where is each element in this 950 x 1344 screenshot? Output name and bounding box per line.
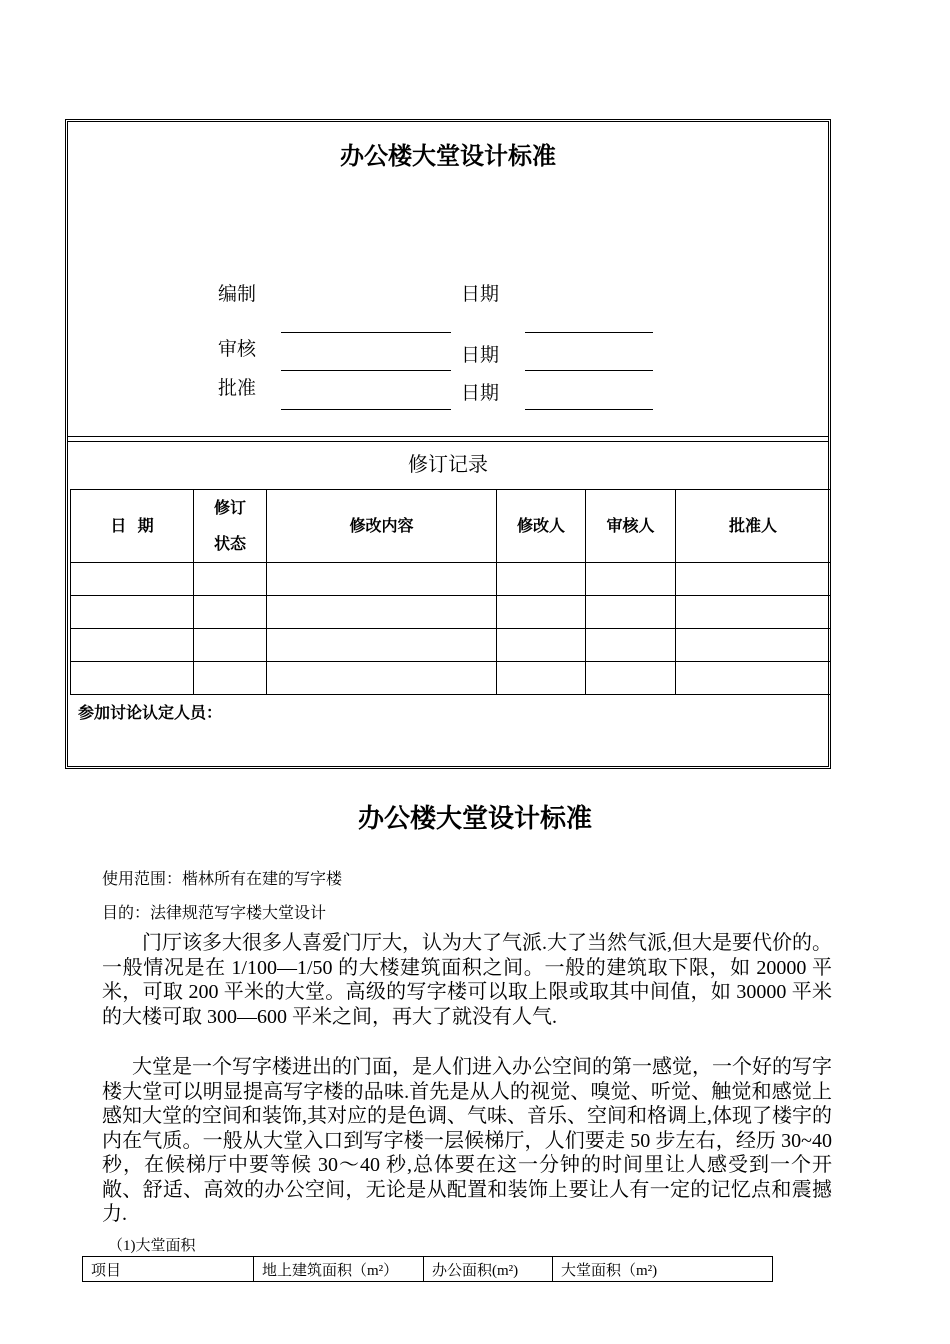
scope-text: 使用范围：楷林所有在建的写字楼 [102,869,343,888]
table-cell[interactable] [194,596,267,629]
header-lobby-area: 大堂面积（m²) [553,1257,773,1282]
table-cell[interactable] [497,596,586,629]
attendees-label: 参加讨论认定人员： [78,703,223,722]
document-title: 办公楼大堂设计标准 [357,804,592,834]
table-cell[interactable] [586,662,676,695]
revision-record-title: 修订记录 [408,452,488,476]
paragraph-lobby-size: 门厅该多大很多人喜爱门厅大，认为大了气派.大了当然气派,但大是要代价的。一般情况是在 1/100—1/50 的大楼建筑面积之间。一般的建筑取下限，如 20000 平米，可取 200 平米的大堂。高级的写字楼可以取上限或取其中间值，如 30000 平米的大楼可取 300—600 平米之间，再大了就没有人气. [102,932,832,1028]
prepared-signature-line[interactable] [281,332,451,333]
header-status-line1: 修订 [213,498,246,517]
prepared-date-label: 日期 [461,283,500,305]
table-row [83,1257,773,1282]
approved-date-line[interactable] [525,409,653,410]
reviewed-date-label: 日期 [461,344,500,366]
header-office-area: 办公面积(m²) [424,1257,553,1282]
table-cell[interactable] [267,563,497,596]
header-content: 修改内容 [267,490,497,563]
table-caption: （1)大堂面积 [108,1238,196,1254]
table-cell[interactable] [194,563,267,596]
header-reviewer: 审核人 [586,490,676,563]
paragraph-lobby-impression: 大堂是一个写字楼进出的门面，是人们进入办公空间的第一感觉，一个好的写字楼大堂可以明显提高写字楼的品味.首先是从人的视觉、嗅觉、听觉、触觉和感觉上感知大堂的空间和装饰,其对应的是色调、气味、音乐、空间和格调上,体现了楼宇的内在气质。一般从大堂入口到写字楼一层候梯厅，人们要走 50 步左右，经历 30~40 秒，在候梯厅中要等候 30～40 秒,总体要在这一分钟的时间里让人感受到一个开敞、舒适、高效的办公空间，无论是从配置和装饰上要让人有一定的记忆点和震撼力. [102,1056,832,1225]
table-cell[interactable] [586,629,676,662]
prepared-label: 编制 [218,283,257,305]
table-cell[interactable] [497,629,586,662]
table-cell[interactable] [676,563,831,596]
table-cell[interactable] [676,629,831,662]
header-status-line2: 状态 [213,534,246,553]
table-cell[interactable] [676,596,831,629]
header-above-ground-area: 地上建筑面积（m²） [254,1257,424,1282]
table-row [71,596,831,629]
reviewed-label: 审核 [218,338,257,360]
lobby-area-table [82,1256,773,1282]
revision-table-header [71,490,831,563]
approved-label: 批准 [218,377,257,399]
header-approver: 批准人 [676,490,831,563]
table-cell[interactable] [71,662,194,695]
header-item: 项目 [83,1257,254,1282]
purpose-text: 目的：法律规范写字楼大堂设计 [102,903,327,922]
cover-title: 办公楼大堂设计标准 [340,142,556,170]
table-cell[interactable] [586,563,676,596]
table-cell[interactable] [71,596,194,629]
table-cell[interactable] [676,662,831,695]
revision-table [70,489,831,695]
table-cell[interactable] [71,629,194,662]
table-cell[interactable] [586,596,676,629]
header-date: 日 期 [71,490,194,563]
reviewed-signature-line[interactable] [281,370,451,371]
cover-separator [68,436,828,442]
table-cell[interactable] [194,629,267,662]
cover-page-box [65,119,831,769]
table-cell[interactable] [497,563,586,596]
reviewed-date-line[interactable] [525,370,653,371]
table-row [71,563,831,596]
table-cell[interactable] [267,596,497,629]
table-row [71,662,831,695]
approved-signature-line[interactable] [281,409,451,410]
prepared-date-line[interactable] [525,332,653,333]
header-revision-status [194,490,267,563]
table-cell[interactable] [497,662,586,695]
table-cell[interactable] [194,662,267,695]
approved-date-label: 日期 [461,382,500,404]
table-row [71,629,831,662]
table-cell[interactable] [71,563,194,596]
table-cell[interactable] [267,629,497,662]
header-modifier: 修改人 [497,490,586,563]
table-cell[interactable] [267,662,497,695]
